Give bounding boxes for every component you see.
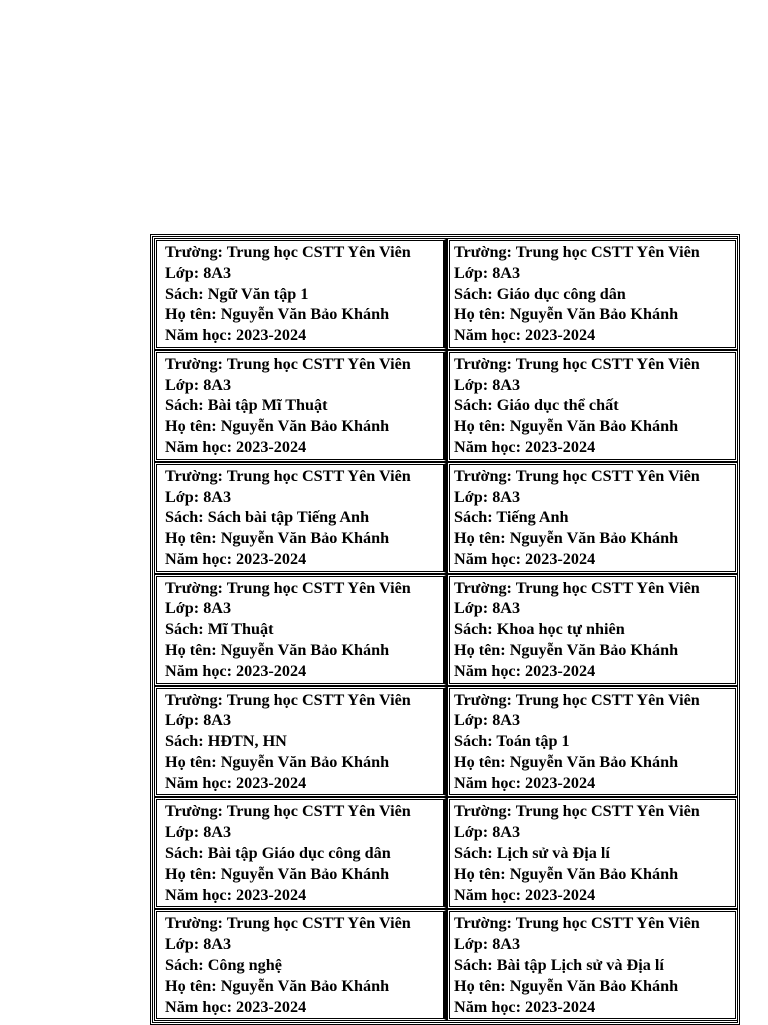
school-line: Trường: Trung học CSTT Yên Viên (454, 690, 700, 709)
school-year-line: Năm học: 2023-2024 (454, 885, 596, 904)
book-label (447, 238, 738, 350)
school-year-line: Năm học: 2023-2024 (454, 438, 596, 457)
book-label (154, 462, 447, 574)
class-line: Lớp: 8A3 (165, 935, 232, 954)
class-line: Lớp: 8A3 (165, 263, 232, 282)
student-name-line: Họ tên: Nguyễn Văn Bảo Khánh (165, 976, 390, 995)
school-year-line: Năm học: 2023-2024 (454, 773, 596, 792)
student-name-line: Họ tên: Nguyễn Văn Bảo Khánh (454, 752, 679, 771)
book-label (447, 686, 738, 798)
school-year-line: Năm học: 2023-2024 (165, 773, 307, 792)
book-line: Sách: Mĩ Thuật (165, 620, 274, 639)
book-line: Sách: Giáo dục công dân (454, 284, 626, 303)
student-name-line: Họ tên: Nguyễn Văn Bảo Khánh (454, 641, 679, 660)
book-label-sheet (150, 234, 740, 1025)
school-year-line: Năm học: 2023-2024 (454, 549, 596, 568)
book-line: Sách: Tiếng Anh (454, 508, 569, 527)
school-year-line: Năm học: 2023-2024 (165, 997, 307, 1016)
school-year-line: Năm học: 2023-2024 (165, 661, 307, 680)
school-year-line: Năm học: 2023-2024 (165, 549, 307, 568)
school-year-line: Năm học: 2023-2024 (165, 885, 307, 904)
student-name-line: Họ tên: Nguyễn Văn Bảo Khánh (165, 417, 390, 436)
student-name-line: Họ tên: Nguyễn Văn Bảo Khánh (165, 641, 390, 660)
class-line: Lớp: 8A3 (454, 823, 521, 842)
student-name-line: Họ tên: Nguyễn Văn Bảo Khánh (165, 752, 390, 771)
school-line: Trường: Trung học CSTT Yên Viên (454, 466, 700, 485)
school-line: Trường: Trung học CSTT Yên Viên (454, 354, 700, 373)
book-line: Sách: Bài tập Mĩ Thuật (165, 396, 328, 415)
book-label (447, 462, 738, 574)
school-line: Trường: Trung học CSTT Yên Viên (165, 243, 411, 261)
class-line: Lớp: 8A3 (454, 487, 521, 506)
book-label (154, 686, 447, 798)
student-name-line: Họ tên: Nguyễn Văn Bảo Khánh (454, 305, 679, 324)
class-line: Lớp: 8A3 (165, 823, 232, 842)
book-line: Sách: Giáo dục thể chất (454, 396, 619, 415)
book-label (154, 574, 447, 686)
book-line: Sách: Công nghệ (165, 955, 282, 974)
student-name-line: Họ tên: Nguyễn Văn Bảo Khánh (165, 305, 390, 324)
school-year-line: Năm học: 2023-2024 (165, 438, 307, 457)
school-line: Trường: Trung học CSTT Yên Viên (165, 466, 411, 485)
school-line: Trường: Trung học CSTT Yên Viên (165, 354, 411, 373)
student-name-line: Họ tên: Nguyễn Văn Bảo Khánh (165, 529, 390, 548)
book-line: Sách: Bài tập Lịch sử và Địa lí (454, 955, 664, 974)
school-line: Trường: Trung học CSTT Yên Viên (454, 578, 700, 597)
class-line: Lớp: 8A3 (454, 599, 521, 618)
class-line: Lớp: 8A3 (454, 375, 521, 394)
school-line: Trường: Trung học CSTT Yên Viên (454, 802, 700, 821)
student-name-line: Họ tên: Nguyễn Văn Bảo Khánh (454, 529, 679, 548)
school-year-line: Năm học: 2023-2024 (454, 326, 596, 345)
book-label (154, 909, 447, 1021)
school-line: Trường: Trung học CSTT Yên Viên (454, 243, 700, 261)
book-line: Sách: Toán tập 1 (454, 732, 570, 751)
school-line: Trường: Trung học CSTT Yên Viên (165, 914, 411, 933)
book-label (154, 238, 447, 350)
school-year-line: Năm học: 2023-2024 (454, 661, 596, 680)
student-name-line: Họ tên: Nguyễn Văn Bảo Khánh (165, 864, 390, 883)
class-line: Lớp: 8A3 (454, 711, 521, 730)
class-line: Lớp: 8A3 (165, 487, 232, 506)
school-line: Trường: Trung học CSTT Yên Viên (165, 690, 411, 709)
school-line: Trường: Trung học CSTT Yên Viên (454, 914, 700, 933)
book-label (447, 909, 738, 1021)
book-label (154, 350, 447, 462)
book-label (154, 797, 447, 909)
book-label (447, 350, 738, 462)
school-line: Trường: Trung học CSTT Yên Viên (165, 578, 411, 597)
class-line: Lớp: 8A3 (454, 935, 521, 954)
book-line: Sách: Khoa học tự nhiên (454, 620, 625, 639)
book-line: Sách: Sách bài tập Tiếng Anh (165, 508, 370, 527)
class-line: Lớp: 8A3 (165, 375, 232, 394)
class-line: Lớp: 8A3 (454, 263, 521, 282)
student-name-line: Họ tên: Nguyễn Văn Bảo Khánh (454, 976, 679, 995)
book-label (447, 797, 738, 909)
class-line: Lớp: 8A3 (165, 711, 232, 730)
school-line: Trường: Trung học CSTT Yên Viên (165, 802, 411, 821)
book-line: Sách: Bài tập Giáo dục công dân (165, 844, 391, 863)
student-name-line: Họ tên: Nguyễn Văn Bảo Khánh (454, 417, 679, 436)
class-line: Lớp: 8A3 (165, 599, 232, 618)
student-name-line: Họ tên: Nguyễn Văn Bảo Khánh (454, 864, 679, 883)
book-line: Sách: Lịch sử và Địa lí (454, 844, 610, 863)
school-year-line: Năm học: 2023-2024 (165, 326, 307, 345)
book-label (447, 574, 738, 686)
book-line: Sách: HĐTN, HN (165, 732, 287, 751)
school-year-line: Năm học: 2023-2024 (454, 997, 596, 1016)
book-line: Sách: Ngữ Văn tập 1 (165, 284, 309, 303)
